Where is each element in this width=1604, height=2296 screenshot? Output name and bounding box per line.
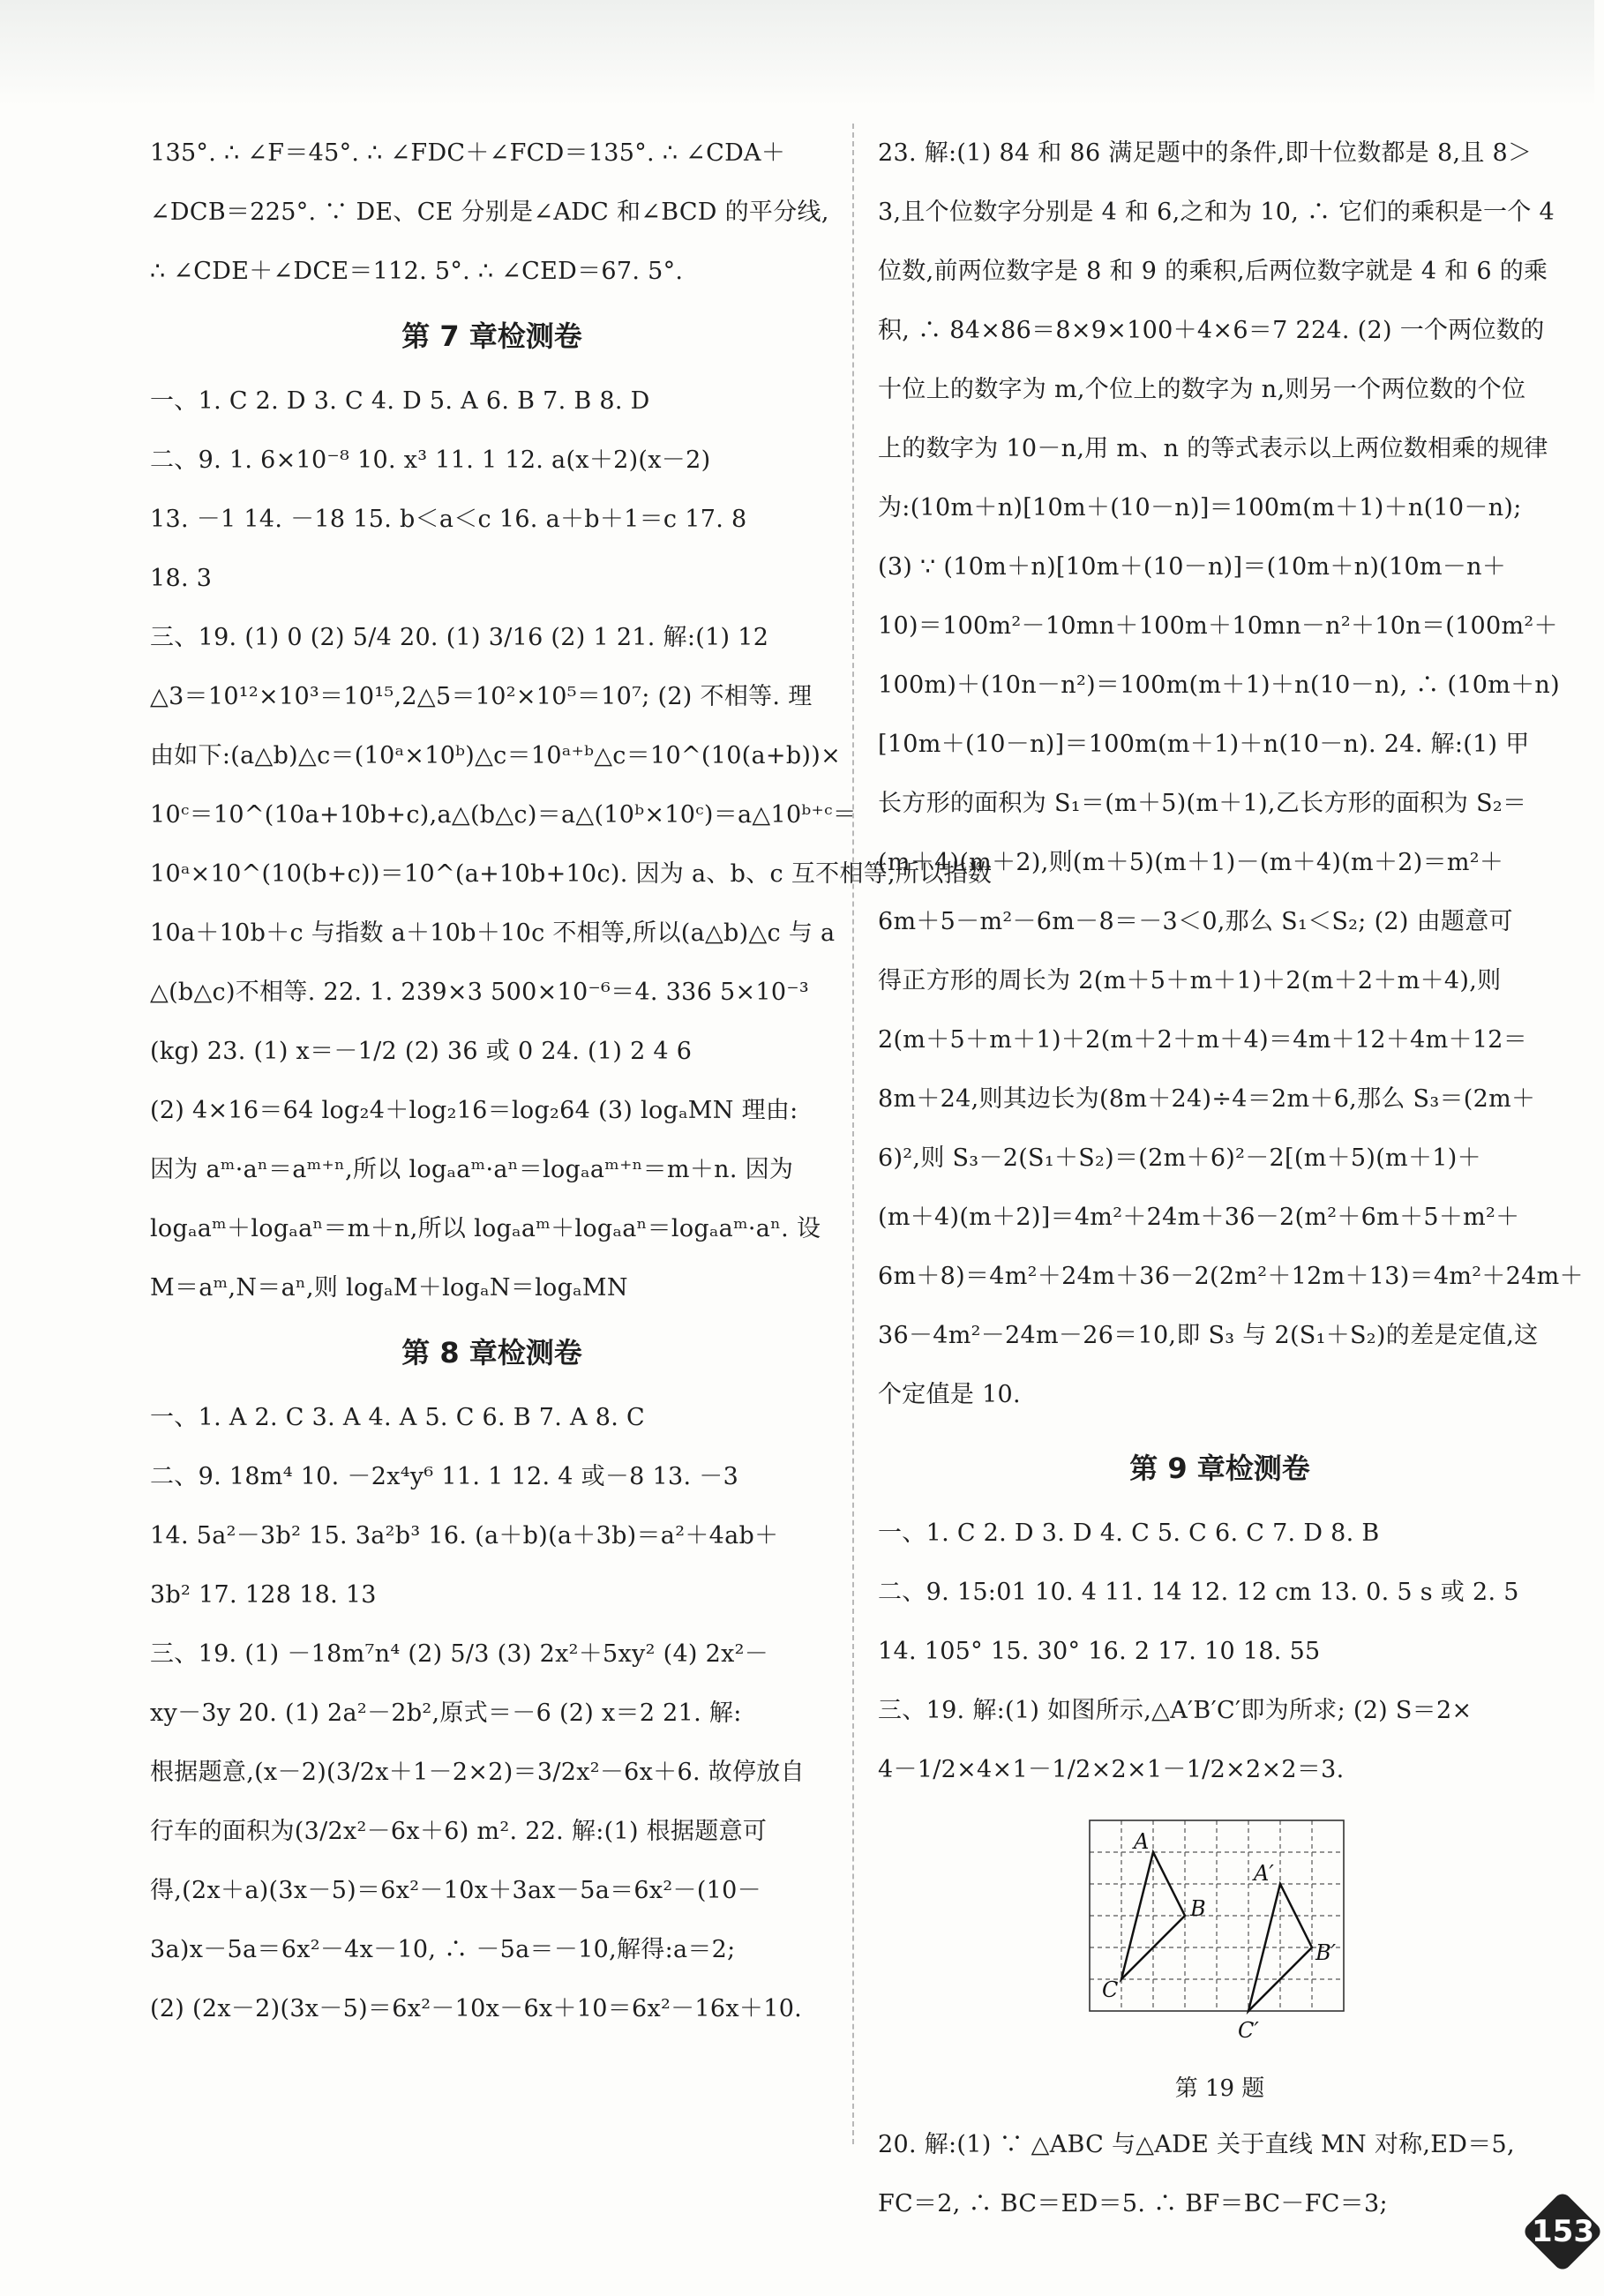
column-divider (852, 124, 854, 2144)
chapter-7-answers (150, 371, 993, 1317)
page-number: 153 (1532, 2214, 1594, 2249)
text-line: 3b² 17. 128 18. 13 (150, 1581, 377, 1609)
text-line: 6m＋8)＝4m²＋24m＋36－2(2m²＋12m＋13)＝4m²＋24m＋ (878, 1263, 1584, 1290)
text-line: 14. 5a²－3b² 15. 3a²b³ 16. (a＋b)(a＋3b)＝a²＋4ab＋ (150, 1522, 779, 1549)
text-line: 行车的面积为(3/2x²－6x＋6) m². 22. 解:(1) 根据题意可 (150, 1818, 768, 1845)
text-line: 36－4m²－24m－26＝10,即 S₃ 与 2(S₁＋S₂)的差是定值,这 (878, 1322, 1539, 1349)
text-line: 上的数字为 10－n,用 m、n 的等式表示以上两位数相乘的规律 (878, 435, 1548, 462)
text-line: logₐaᵐ＋logₐaⁿ＝m＋n,所以 logₐaᵐ＋logₐaⁿ＝logₐaᵐ·aⁿ. 设 (150, 1215, 821, 1242)
text-line: 14. 105° 15. 30° 16. 2 17. 10 18. 55 (878, 1638, 1321, 1665)
question-20-answer (878, 2115, 1562, 2233)
text-line: 积, ∴ 84×86＝8×9×100＋4×6＝7 224. (2) 一个两位数的 (878, 317, 1545, 344)
text-line: 3a)x－5a＝6x²－4x－10, ∴ －5a＝－10,解得:a＝2; (150, 1936, 736, 1963)
text-line: 根据题意,(x－2)(3/2x＋1－2×2)＝3/2x²－6x＋6. 故停放自 (150, 1759, 805, 1786)
chapter-9-title: 第 9 章检测卷 (1129, 1452, 1310, 1485)
text-line: 4－1/2×4×1－1/2×2×1－1/2×2×2＝3. (878, 1756, 1345, 1783)
text-line: 二、9. 1. 6×10⁻⁸ 10. x³ 11. 1 12. a(x＋2)(x－2) (150, 446, 711, 474)
text-line: 二、9. 15:01 10. 4 11. 14 12. 12 cm 13. 0. 5 s 或 2. 5 (878, 1579, 1519, 1606)
text-line: 135°. ∴ ∠F＝45°. ∴ ∠FDC＋∠FCD＝135°. ∴ ∠CDA＋ (150, 139, 786, 167)
text-line: 二、9. 18m⁴ 10. －2x⁴y⁶ 11. 1 12. 4 或－8 13. －3 (150, 1463, 739, 1490)
text-line: FC＝2, ∴ BC＝ED＝5. ∴ BF＝BC－FC＝3; (878, 2190, 1388, 2217)
top-scan-band (0, 0, 1594, 106)
text-line: 2(m＋5＋m＋1)＋2(m＋2＋m＋4)＝4m＋12＋4m＋12＝ (878, 1026, 1528, 1054)
text-line: 个定值是 10. (878, 1381, 1021, 1408)
text-line: 6)²,则 S₃－2(S₁＋S₂)＝(2m＋6)²－2[(m＋5)(m＋1)＋ (878, 1144, 1481, 1172)
text-line: 10)＝100m²－10mn＋100m＋10mn－n²＋10n＝(100m²＋ (878, 612, 1558, 640)
text-line: 20. 解:(1) ∵ △ABC 与△ADE 关于直线 MN 对称,ED＝5, (878, 2131, 1515, 2158)
text-line: 100m)＋(10n－n²)＝100m(m＋1)＋n(10－n), ∴ (10m＋n) (878, 672, 1560, 699)
text-line: 6m＋5－m²－6m－8＝－3＜0,那么 S₁＜S₂; (2) 由题意可 (878, 908, 1513, 935)
text-line: 13. －1 14. －18 15. b＜a＜c 16. a＋b＋1＝c 17. 8 (150, 506, 747, 533)
chapter-8-title: 第 8 章检测卷 (401, 1336, 582, 1369)
text-line: 8m＋24,则其边长为(8m＋24)÷4＝2m＋6,那么 S₃＝(2m＋ (878, 1085, 1536, 1113)
text-line: (kg) 23. (1) x＝－1/2 (2) 36 或 0 24. (1) 2 4 6 (150, 1038, 693, 1065)
label-b-prime: B′ (1315, 1940, 1337, 1965)
text-line: ∴ ∠CDE＋∠DCE＝112. 5°. ∴ ∠CED＝67. 5°. (150, 258, 684, 285)
text-line: 得,(2x＋a)(3x－5)＝6x²－10x＋3ax－5a＝6x²－(10－ (150, 1877, 761, 1904)
text-line: 为:(10m＋n)[10m＋(10－n)]＝100m(m＋1)＋n(10－n); (878, 494, 1522, 521)
text-line: △(b△c)不相等. 22. 1. 239×3 500×10⁻⁶＝4. 336 5×10⁻³ (150, 979, 810, 1006)
text-line: 位数,前两位数字是 8 和 9 的乘积,后两位数字就是 4 和 6 的乘 (878, 258, 1548, 285)
chapter-7-title: 第 7 章检测卷 (401, 319, 582, 353)
grid-figure (878, 1812, 1562, 2067)
text-line: (m＋4)(m＋2),则(m＋5)(m＋1)－(m＋4)(m＋2)＝m²＋ (878, 849, 1504, 876)
text-line: 得正方形的周长为 2(m＋5＋m＋1)＋2(m＋2＋m＋4),则 (878, 967, 1502, 994)
text-line: 10a＋10b＋c 与指数 a＋10b＋10c 不相等,所以(a△b)△c 与 a (150, 919, 836, 947)
text-line: ∠DCB＝225°. ∵ DE、CE 分别是∠ADC 和∠BCD 的平分线, (150, 199, 829, 226)
text-line: 一、1. C 2. D 3. D 4. C 5. C 6. C 7. D 8. B (878, 1519, 1380, 1547)
label-a: A (1134, 1829, 1150, 1854)
label-c: C (1102, 1977, 1119, 2002)
triangle-grid-figure (878, 1812, 1562, 2067)
text-line: 10ᶜ＝10^(10a+10b+c),a△(b△c)＝a△(10ᵇ×10ᶜ)＝a△10ᵇ⁺ᶜ＝ (150, 801, 858, 829)
text-line: 十位上的数字为 m,个位上的数字为 n,则另一个两位数的个位 (878, 376, 1526, 403)
chapter-8-answers (150, 1388, 834, 2038)
label-a-prime: A′ (1254, 1861, 1274, 1886)
label-b: B (1190, 1896, 1206, 1921)
text-line: [10m＋(10－n)]＝100m(m＋1)＋n(10－n). 24. 解:(1) 甲 (878, 731, 1530, 758)
text-line: 一、1. A 2. C 3. A 4. A 5. C 6. B 7. A 8. C (150, 1404, 645, 1431)
ch6-answer-continuation (150, 124, 834, 301)
text-line: (m＋4)(m＋2)]＝4m²＋24m＋36－2(m²＋6m＋5＋m²＋ (878, 1204, 1520, 1231)
label-c-prime: C′ (1238, 2018, 1259, 2043)
text-line: (3) ∵ (10m＋n)[10m＋(10－n)]＝(10m＋n)(10m－n＋ (878, 553, 1507, 581)
text-line: 三、19. (1) 0 (2) 5/4 20. (1) 3/16 (2) 1 21. 解:(1) 12 (150, 624, 769, 651)
text-line: △3＝10¹²×10³＝10¹⁵,2△5＝10²×10⁵＝10⁷; (2) 不相等. 理 (150, 683, 813, 710)
text-line: (2) 4×16＝64 log₂4＋log₂16＝log₂64 (3) logₐMN 理由: (150, 1097, 798, 1124)
text-line: 23. 解:(1) 84 和 86 满足题中的条件,即十位数都是 8,且 8＞ (878, 139, 1533, 167)
text-line: 一、1. C 2. D 3. C 4. D 5. A 6. B 7. B 8. D (150, 387, 650, 415)
text-line: 由如下:(a△b)△c＝(10ᵃ×10ᵇ)△c＝10ᵃ⁺ᵇ△c＝10^(10(a+b))× (150, 742, 841, 769)
text-line: xy－3y 20. (1) 2a²－2b²,原式＝－6 (2) x＝2 21. 解: (150, 1699, 742, 1727)
figure-caption: 第 19 题 (1174, 2075, 1265, 2102)
text-line: 长方形的面积为 S₁＝(m＋5)(m＋1),乙长方形的面积为 S₂＝ (878, 790, 1527, 817)
chapter-9-answers (878, 1504, 1562, 1799)
text-line: 10ᵃ×10^(10(b+c))＝10^(a+10b+10c). 因为 a、b、c 互不相等,所以指数 (150, 860, 993, 888)
text-line: M＝aᵐ,N＝aⁿ,则 logₐM＋logₐN＝logₐMN (150, 1274, 628, 1302)
text-line: (2) (2x－2)(3x－5)＝6x²－10x－6x＋10＝6x²－16x＋10. (150, 1995, 803, 2022)
right-column (878, 124, 1584, 2233)
text-line: 三、19. 解:(1) 如图所示,△A′B′C′即为所求; (2) S＝2× (878, 1697, 1473, 1724)
text-line: 因为 aᵐ·aⁿ＝aᵐ⁺ⁿ,所以 logₐaᵐ·aⁿ＝logₐaᵐ⁺ⁿ＝m＋n. 因为 (150, 1156, 794, 1183)
text-line: 三、19. (1) －18m⁷n⁴ (2) 5/3 (3) 2x²＋5xy² (4) 2x²－ (150, 1640, 769, 1668)
ch8-answer-continuation (878, 124, 1584, 1424)
text-line: 3,且个位数字分别是 4 和 6,之和为 10, ∴ 它们的乘积是一个 4 (878, 199, 1555, 226)
text-line: 18. 3 (150, 565, 213, 592)
